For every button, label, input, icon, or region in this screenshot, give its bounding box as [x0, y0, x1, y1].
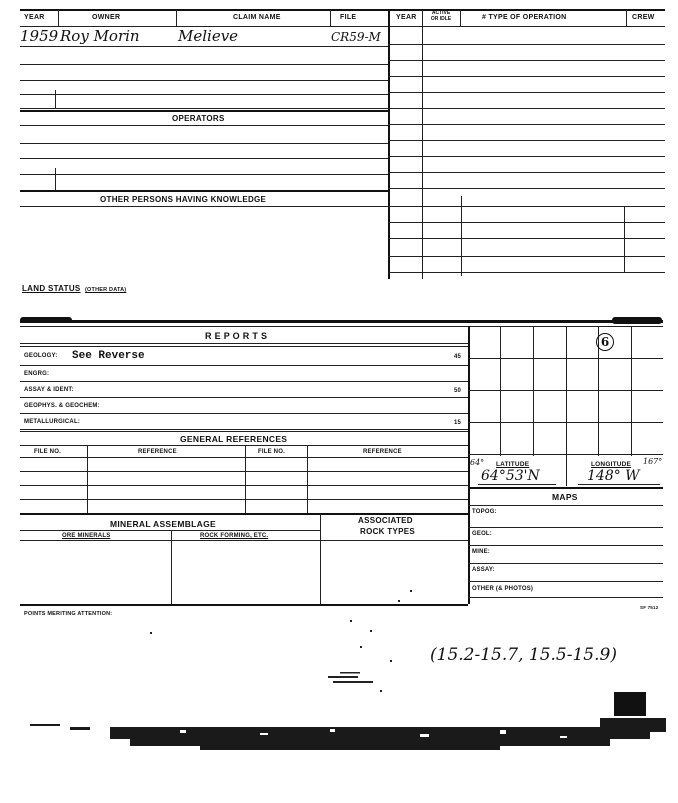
header-year-2: YEAR	[396, 14, 417, 21]
geophys-label: GEOPHYS. & GEOCHEM:	[24, 403, 100, 409]
maps-heading: MAPS	[552, 492, 578, 502]
circled-number-text: 6	[600, 335, 610, 349]
land-status-sub: (OTHER DATA)	[85, 287, 127, 293]
points-meriting-attention: POINTS MERITING ATTENTION:	[24, 611, 113, 617]
handwritten-note: (15.2-15.7, 15.5-15.9)	[430, 645, 617, 665]
lon-suffix: 167°	[643, 457, 663, 466]
maps-assay: ASSAY:	[472, 567, 495, 573]
header-year: YEAR	[24, 14, 45, 21]
header-owner: OWNER	[92, 14, 121, 21]
maps-topog: TOPOG:	[472, 509, 497, 515]
assay-ident-label: ASSAY & IDENT:	[24, 387, 74, 393]
ref-reference-2: REFERENCE	[363, 449, 402, 455]
operators-heading: OPERATORS	[172, 114, 225, 123]
ore-minerals-heading: ORE MINERALS	[62, 533, 111, 539]
row1-year: 1959	[20, 27, 59, 45]
header-type-of-operation: # TYPE OF OPERATION	[482, 14, 567, 21]
rock-types-heading: ROCK TYPES	[360, 527, 416, 536]
maps-other: OTHER (& PHOTOS)	[472, 586, 534, 592]
num-50: 50	[454, 388, 462, 394]
header-claim-name: CLAIM NAME	[233, 14, 281, 21]
num-15: 15	[454, 420, 462, 426]
longitude-value: 148° W	[587, 468, 640, 484]
row1-file: CR59-M	[331, 30, 381, 44]
ref-file-no-2: FILE NO.	[258, 449, 285, 455]
ref-reference-1: REFERENCE	[138, 449, 177, 455]
row1-claim-name: Melieve	[178, 27, 239, 45]
latitude-label: LATITUDE	[496, 461, 530, 468]
metallurgical-label: METALLURGICAL:	[24, 419, 81, 425]
num-45: 45	[454, 354, 462, 360]
header-active: ACTIVE	[431, 10, 451, 16]
engrg-label: ENGRG:	[24, 371, 50, 377]
header-crew: CREW	[632, 14, 655, 21]
rock-forming-heading: ROCK FORMING, ETC.	[200, 533, 269, 539]
lat-prefix: 64°	[470, 458, 485, 467]
geology-value: See Reverse	[72, 350, 145, 362]
geology-label: GEOLOGY:	[24, 353, 58, 359]
associated-heading: ASSOCIATED	[358, 516, 413, 525]
maps-mine: MINE:	[472, 549, 490, 555]
header-idle: OR IDLE	[430, 16, 452, 22]
maps-geol: GEOL:	[472, 531, 492, 537]
ref-file-no-1: FILE NO.	[34, 449, 61, 455]
longitude-label: LONGITUDE	[591, 461, 632, 468]
latitude-value: 64°53'N	[481, 468, 540, 484]
general-references-heading: GENERAL REFERENCES	[180, 434, 288, 444]
reports-heading: R E P O R T S	[205, 331, 268, 341]
form-number: SF 7512	[640, 605, 659, 610]
header-file: FILE	[340, 14, 357, 21]
row1-owner: Roy Morin	[60, 27, 140, 45]
land-status-label: LAND STATUS	[22, 284, 81, 293]
mineral-assemblage-heading: MINERAL ASSEMBLAGE	[110, 519, 216, 529]
other-persons-heading: OTHER PERSONS HAVING KNOWLEDGE	[100, 195, 267, 204]
